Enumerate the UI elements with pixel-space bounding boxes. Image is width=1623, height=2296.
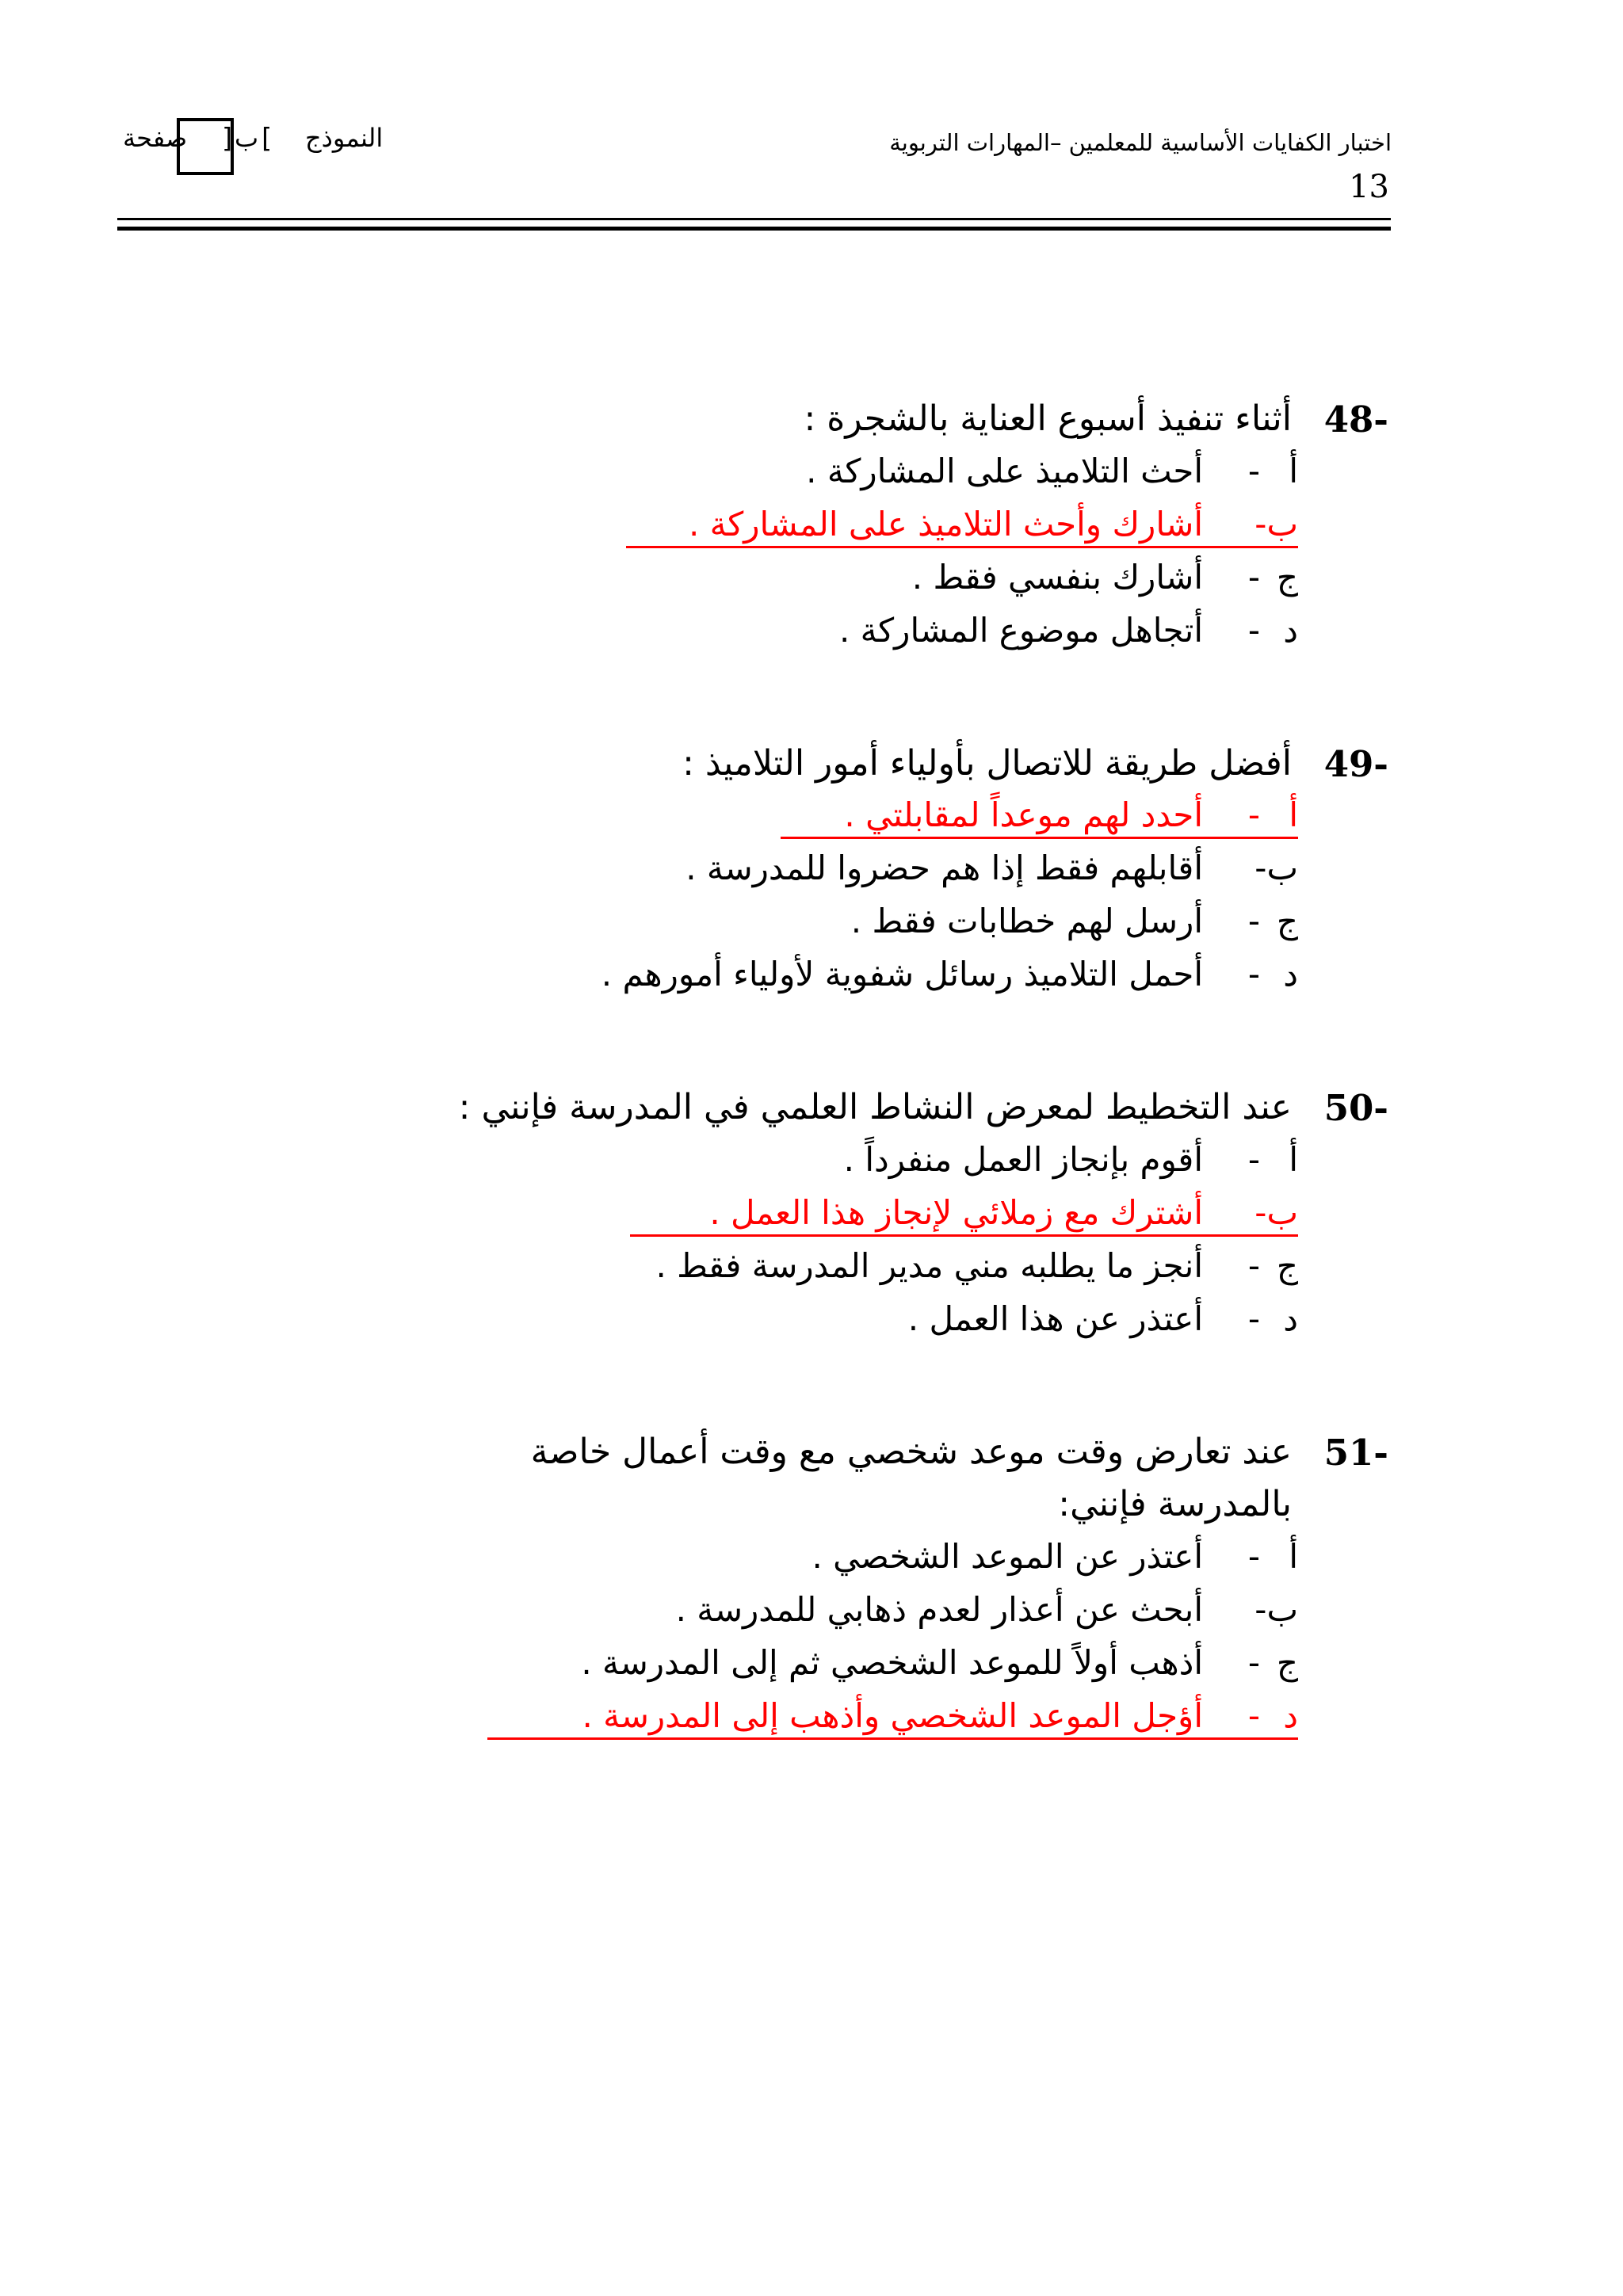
option-letter: د [1283, 1299, 1298, 1338]
header-rule-thin [117, 218, 1391, 220]
option-letter: أ [1289, 1537, 1298, 1576]
option-text: أنجز ما يطلبه مني مدير المدرسة فقط . [655, 1246, 1203, 1285]
option-dash: - [1247, 1140, 1260, 1179]
question-stem-48: أثناء تنفيذ أسبوع العناية بالشجرة : [804, 399, 1292, 439]
option-text-correct: أشارك وأحث التلاميذ على المشاركة . [688, 505, 1203, 543]
option-letter: ج [1276, 1643, 1298, 1682]
document-title: اختبار الكفايات الأساسية للمعلمين –المهارات التربوية [889, 129, 1392, 156]
question-stem-51: عند تعارض وقت موعد شخصي مع وقت أعمال خاصة [530, 1432, 1292, 1472]
option-dash: - [1247, 1643, 1260, 1682]
option-text: أقوم بإنجاز العمل منفرداً . [843, 1140, 1203, 1179]
option-letter: ب- [1254, 849, 1298, 887]
question-number-49: 49- [1323, 743, 1388, 785]
option-dash: - [1247, 955, 1260, 994]
option-letter-correct: ب- [1254, 1193, 1298, 1232]
option-letter-correct: ب- [1254, 505, 1298, 543]
option-text: أحث التلاميذ على المشاركة . [806, 452, 1203, 490]
question-stem-50: عند التخطيط لمعرض النشاط العلمي في المدرسة فإنني : [458, 1087, 1292, 1127]
option-dash-correct: - [1247, 795, 1260, 834]
option-letter: ب- [1254, 1590, 1298, 1629]
model-label: النموذج [305, 123, 384, 153]
question-number-51: 51- [1323, 1432, 1388, 1474]
model-bracket-close: ] [222, 123, 233, 154]
option-letter: ج [1276, 1246, 1298, 1285]
option-letter: أ [1289, 1140, 1298, 1179]
option-letter: ج [1276, 558, 1298, 597]
option-text-correct: أؤجل الموعد الشخصي وأذهب إلى المدرسة . [582, 1696, 1203, 1735]
question-number-48: 48- [1323, 399, 1388, 441]
option-dash: - [1247, 902, 1260, 940]
option-dash: - [1247, 452, 1260, 490]
option-letter: د [1283, 611, 1298, 650]
option-text: أذهب أولاً للموعد الشخصي ثم إلى المدرسة . [581, 1643, 1203, 1682]
page-word: صفحة [123, 123, 188, 153]
header-rule-thick [117, 227, 1391, 231]
model-bracket-open: [ [262, 123, 273, 154]
option-dash: - [1247, 558, 1260, 597]
option-dash: - [1247, 1299, 1260, 1338]
question-stem-49: أفضل طريقة للاتصال بأولياء أمور التلاميذ : [682, 743, 1292, 784]
option-letter: د [1283, 955, 1298, 994]
correct-answer-underline [630, 1234, 1298, 1237]
option-letter-correct: د [1283, 1696, 1298, 1735]
correct-answer-underline [487, 1737, 1298, 1740]
model-box [177, 118, 234, 175]
option-dash: - [1247, 1537, 1260, 1576]
option-letter: ج [1276, 902, 1298, 940]
option-text: أبحث عن أعذار لعدم ذهابي للمدرسة . [675, 1590, 1203, 1629]
option-text: أعتذر عن الموعد الشخصي . [812, 1537, 1203, 1576]
option-text: أعتذر عن هذا العمل . [907, 1299, 1203, 1338]
option-text: أرسل لهم خطابات فقط . [850, 902, 1203, 940]
option-dash: - [1247, 1246, 1260, 1285]
correct-answer-underline [781, 837, 1298, 839]
option-text-correct: أشترك مع زملائي لإنجاز هذا العمل . [709, 1193, 1203, 1232]
option-text: أحمل التلاميذ رسائل شفوية لأولياء أمورهم . [601, 955, 1203, 994]
option-text: أتجاهل موضوع المشاركة . [838, 611, 1203, 650]
option-text: أشارك بنفسي فقط . [911, 558, 1203, 597]
option-letter-correct: أ [1289, 795, 1298, 834]
page-number: 13 [1349, 169, 1389, 205]
option-dash-correct: - [1247, 1696, 1260, 1735]
option-text-correct: أحدد لهم موعداً لمقابلتي . [844, 795, 1203, 834]
correct-answer-underline [626, 546, 1298, 548]
option-letter: أ [1289, 452, 1298, 490]
option-dash: - [1247, 611, 1260, 650]
model-letter: ب [235, 123, 259, 153]
question-number-50: 50- [1323, 1087, 1388, 1129]
question-stem-51-line2: بالمدرسة فإنني: [1058, 1484, 1292, 1524]
option-text: أقابلهم فقط إذا هم حضروا للمدرسة . [685, 849, 1203, 887]
